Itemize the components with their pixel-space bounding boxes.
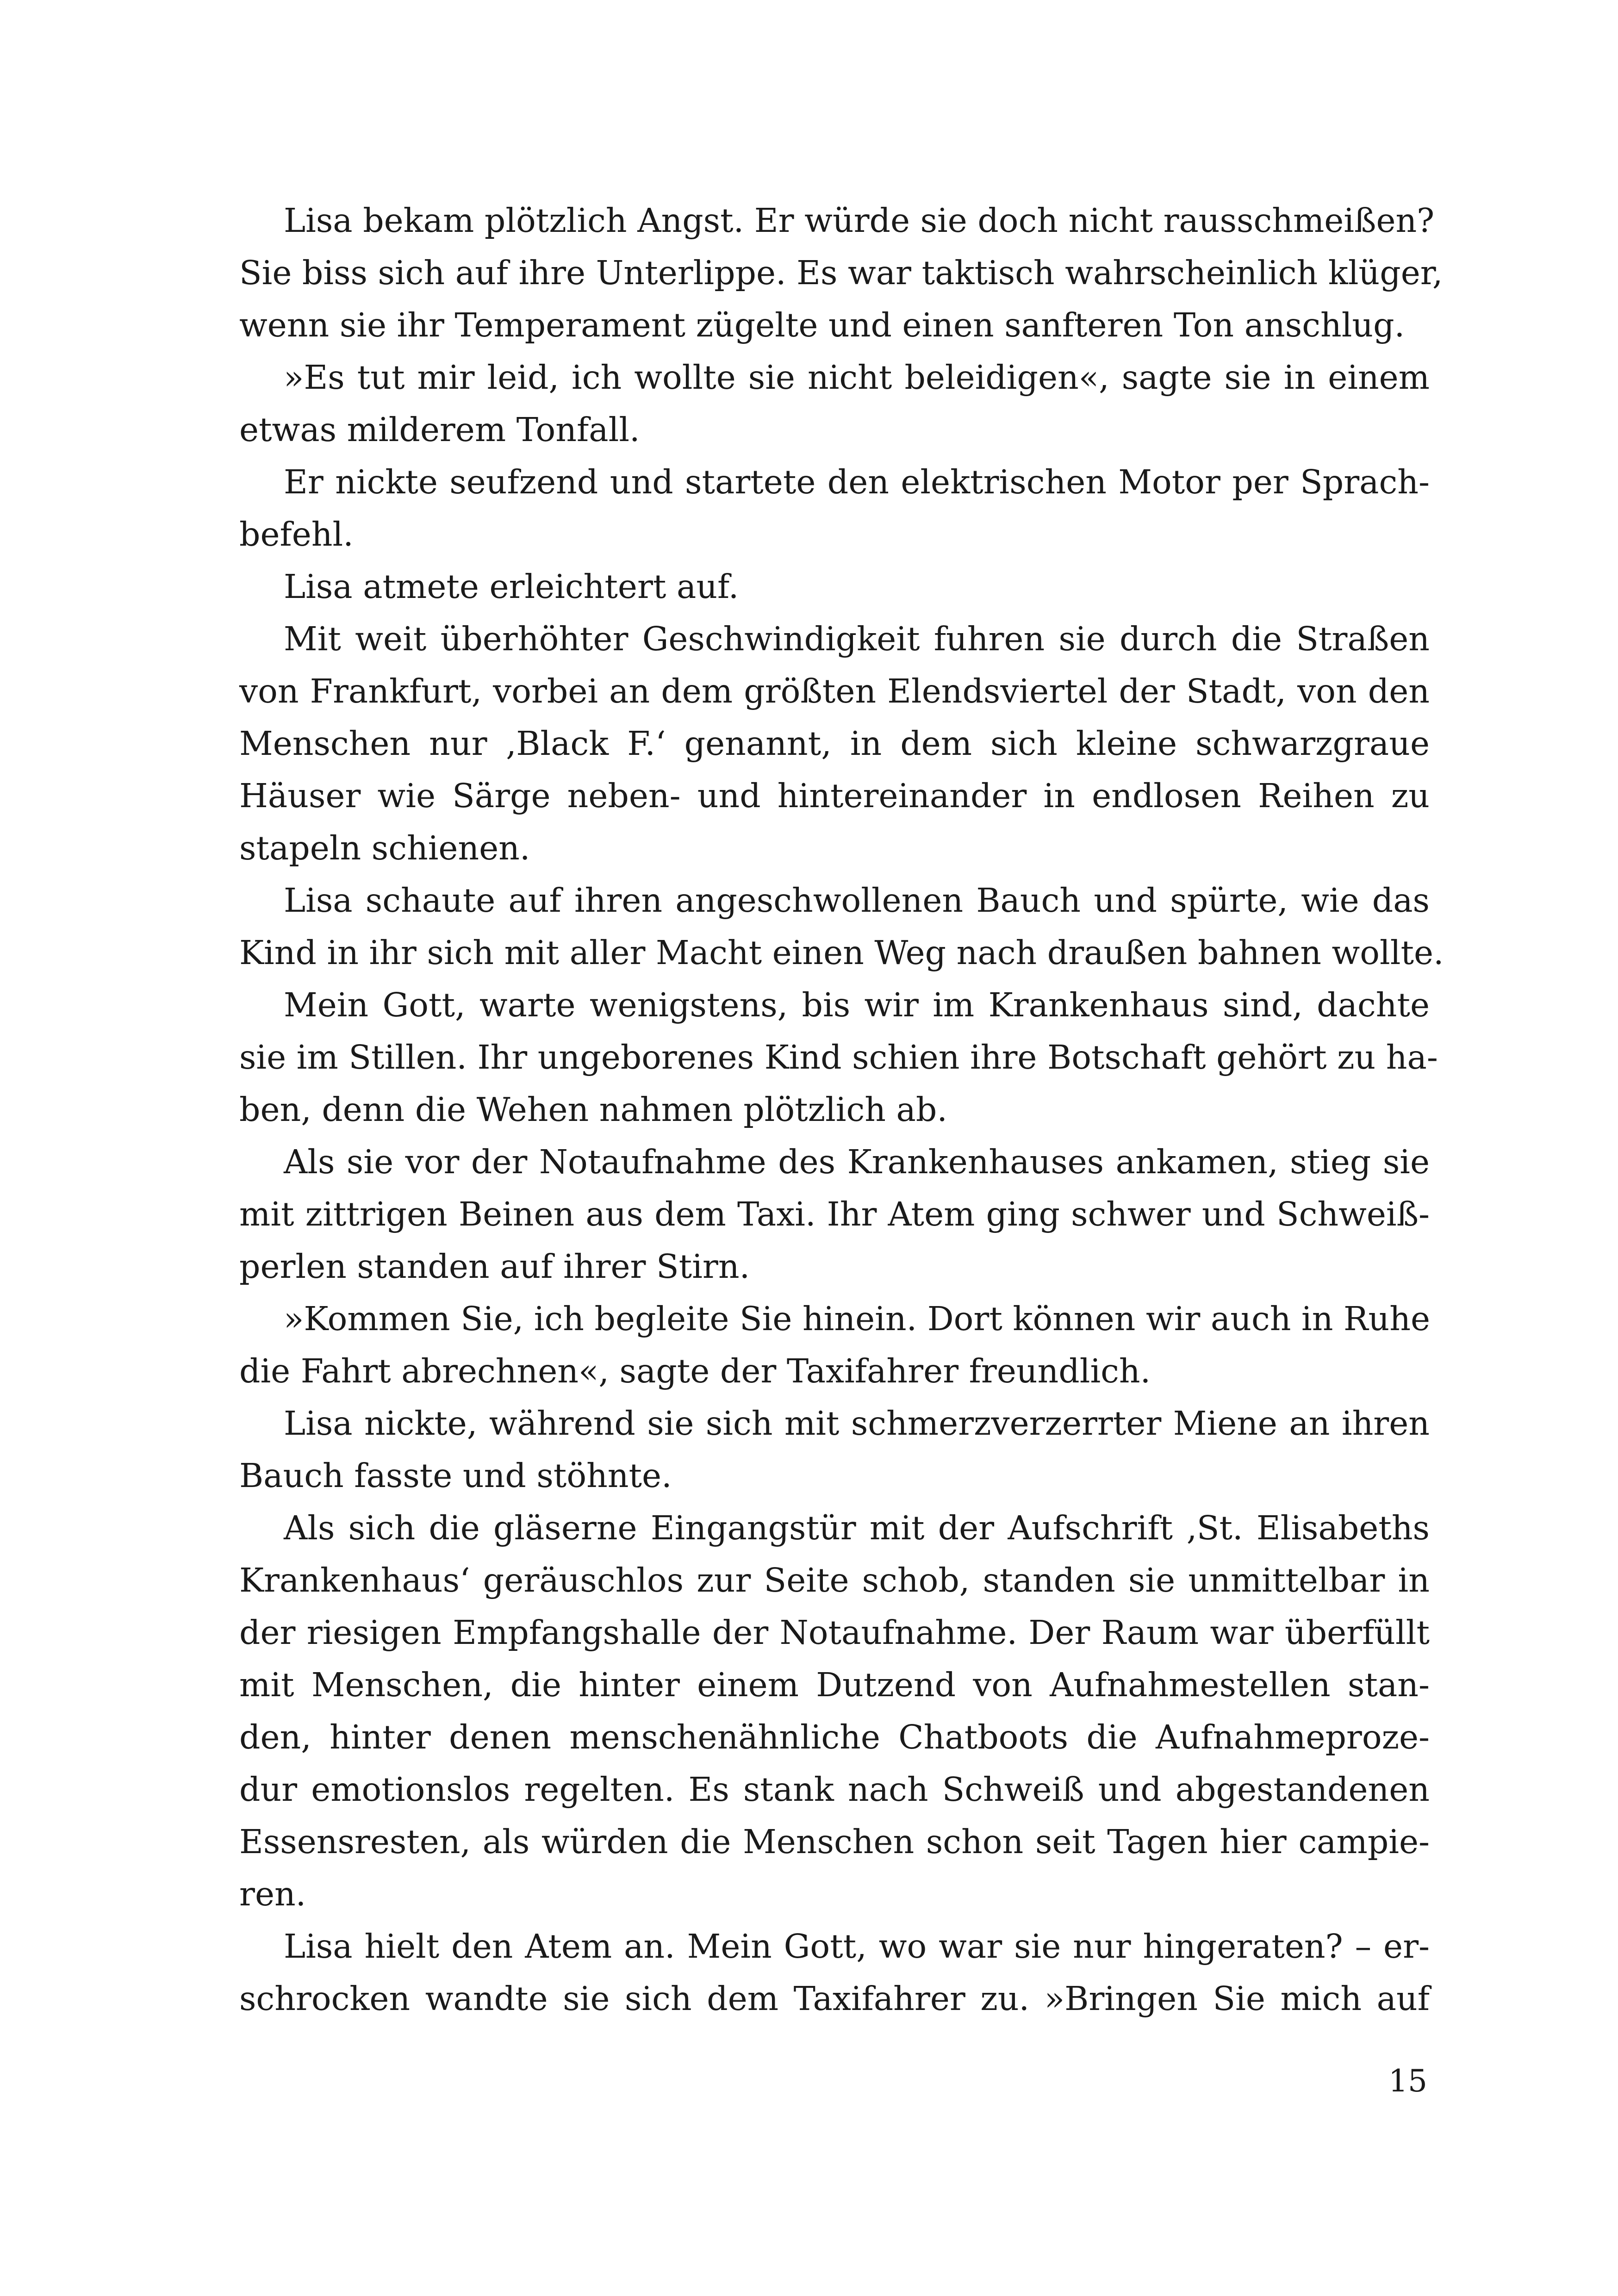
text-line: Kind in ihr sich mit aller Macht einen Weg nach draußen bahnen wollte. — [239, 933, 1444, 972]
text-line: Als sie vor der Notaufnahme des Krankenhauses ankamen, stieg sie — [284, 1143, 1430, 1181]
page-number: 15 — [1388, 2063, 1427, 2099]
text-line: mit Menschen, die hinter einem Dutzend von Aufnahmestellen stan- — [239, 1666, 1430, 1704]
text-line: Lisa nickte, während sie sich mit schmerzverzerrter Miene an ihren — [284, 1404, 1430, 1443]
text-line: Als sich die gläserne Eingangstür mit der Aufschrift ‚St. Elisabeths — [284, 1509, 1430, 1547]
text-line: die Fahrt abrechnen«, sagte der Taxifahrer freundlich. — [239, 1352, 1151, 1390]
text-line: der riesigen Empfangshalle der Notaufnahme. Der Raum war überfüllt — [239, 1613, 1430, 1652]
text-line: Mit weit überhöhter Geschwindigkeit fuhren sie durch die Straßen — [284, 620, 1430, 658]
text-line: Bauch fasste und stöhnte. — [239, 1456, 672, 1495]
text-line: Essensresten, als würden die Menschen schon seit Tagen hier campie- — [239, 1823, 1430, 1861]
text-line: sie im Stillen. Ihr ungeborenes Kind schien ihre Botschaft gehört zu ha- — [239, 1038, 1438, 1076]
text-line: Häuser wie Särge neben- und hintereinander in endlosen Reihen zu — [239, 777, 1430, 815]
text-line: Sie biss sich auf ihre Unterlippe. Es war taktisch wahrscheinlich klüger, — [239, 254, 1443, 292]
text-line: Er nickte seufzend und startete den elektrischen Motor per Sprach- — [284, 463, 1430, 501]
text-line: Mein Gott, warte wenigstens, bis wir im Krankenhaus sind, dachte — [284, 986, 1430, 1024]
text-line: befehl. — [239, 515, 354, 554]
text-line: Lisa hielt den Atem an. Mein Gott, wo war sie nur hingeraten? – er- — [284, 1927, 1430, 1966]
body-text — [239, 194, 1444, 2025]
text-line: von Frankfurt, vorbei an dem größten Elendsviertel der Stadt, von den — [239, 672, 1430, 710]
text-line: »Kommen Sie, ich begleite Sie hinein. Dort können wir auch in Ruhe — [284, 1300, 1430, 1338]
text-line: »Es tut mir leid, ich wollte sie nicht beleidigen«, sagte sie in einem — [284, 358, 1430, 397]
text-line: Lisa schaute auf ihren angeschwollenen Bauch und spürte, wie das — [284, 881, 1430, 920]
text-line: Lisa bekam plötzlich Angst. Er würde sie doch nicht rausschmeißen? — [284, 201, 1435, 240]
text-line: den, hinter denen menschenähnliche Chatboots die Aufnahmeproze- — [239, 1718, 1430, 1756]
text-line: stapeln schienen. — [239, 829, 530, 867]
text-line: ren. — [239, 1875, 306, 1913]
text-line: etwas milderem Tonfall. — [239, 411, 640, 449]
text-line: mit zittrigen Beinen aus dem Taxi. Ihr Atem ging schwer und Schweiß- — [239, 1195, 1430, 1233]
text-line: Krankenhaus‘ geräuschlos zur Seite schob, standen sie unmittelbar in — [239, 1561, 1430, 1599]
text-line: schrocken wandte sie sich dem Taxifahrer zu. »Bringen Sie mich auf — [239, 1979, 1430, 2018]
text-line: Menschen nur ‚Black F.‘ genannt, in dem sich kleine schwarzgraue — [239, 724, 1430, 763]
text-line: dur emotionslos regelten. Es stank nach Schweiß und abgestandenen — [239, 1770, 1430, 1809]
text-line: ben, denn die Wehen nahmen plötzlich ab. — [239, 1090, 947, 1129]
text-line: perlen standen auf ihrer Stirn. — [239, 1247, 750, 1286]
text-line: wenn sie ihr Temperament zügelte und einen sanfteren Ton anschlug. — [239, 306, 1405, 344]
text-line: Lisa atmete erleichtert auf. — [284, 567, 739, 606]
